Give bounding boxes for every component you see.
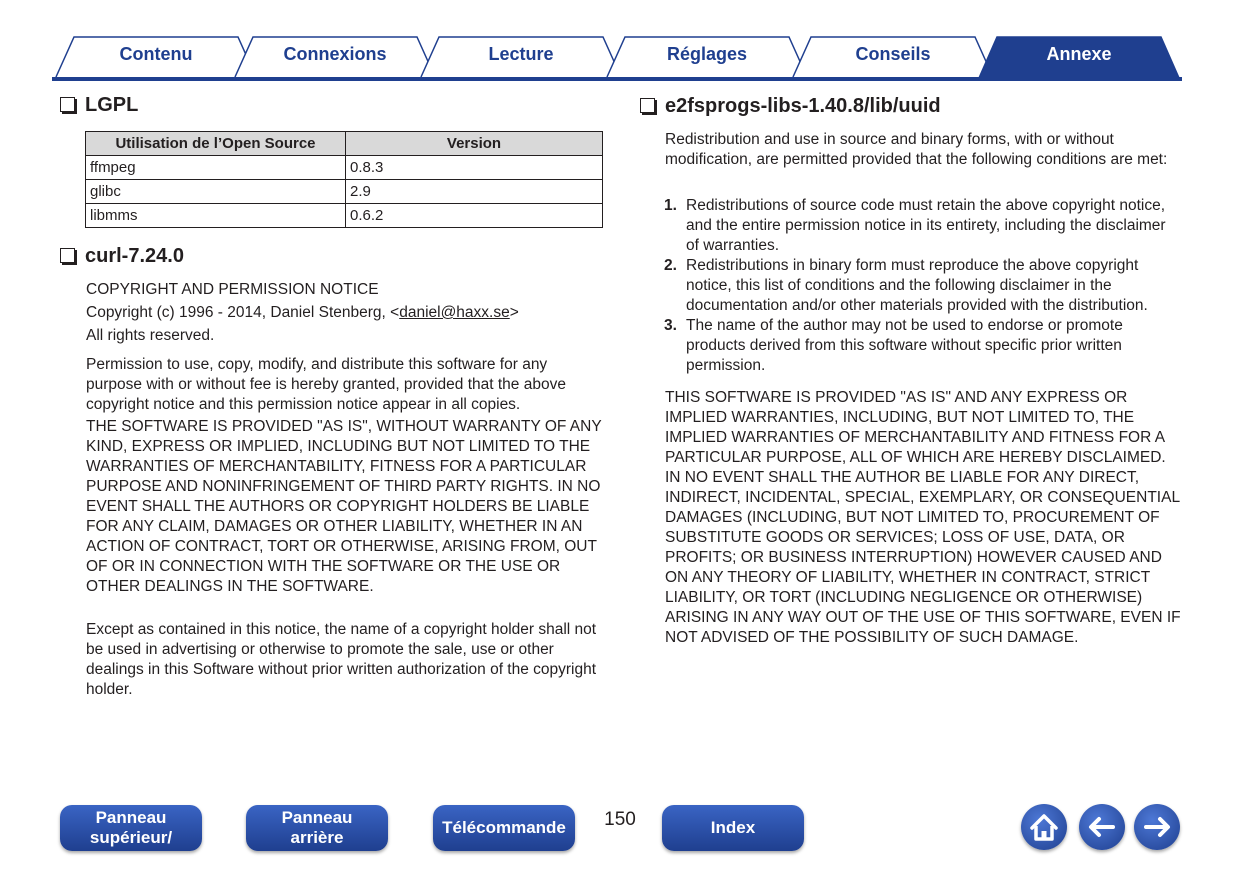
item-text: Redistributions in binary form must reproduce the above copyright notice, this list of conditions and the following disclaimer in the documentation and/or other materials provided with the distribution. [686, 257, 1148, 314]
table-row [86, 180, 603, 204]
tab-label: Lecture [488, 44, 554, 64]
item-number: 3. [664, 317, 677, 334]
section-heading-e2fsprogs [640, 95, 941, 118]
tab-label: Annexe [1046, 44, 1112, 64]
heading-text: curl-7.24.0 [85, 245, 184, 267]
table-cell: 0.6.2 [346, 204, 603, 228]
conditions-list [664, 196, 1180, 376]
software-disclaimer: THIS SOFTWARE IS PROVIDED "AS IS" AND ANY EXPRESS OR IMPLIED WARRANTIES, INCLUDING, BUT NOT LIMITED TO, THE IMPLIED WARRANTIES OF MERCHANTABILITY AND FITNESS FOR A PARTICULAR PURPOSE, ALL OF WHICH ARE HEREBY DISCLAIMED. IN NO EVENT SHALL THE AUTHOR BE LIABLE FOR ANY DIRECT, INDIRECT, INCIDENTAL, SPECIAL, EXEMPLARY, OR CONSEQUENTIAL DAMAGES (INCLUDING, BUT NOT LIMITED TO, PROCUREMENT OF SUBSTITUTE GOODS OR SERVICES; LOSS OF USE, DATA, OR PROFITS; OR BUSINESS INTERRUPTION) HOWEVER CAUSED AND ON ANY THEORY OF LIABILITY, WHETHER IN CONTRACT, STRICT LIABILITY, OR TORT (INCLUDING NEGLIGENCE OR OTHERWISE) ARISING IN ANY WAY OUT OF THE USE OF THIS SOFTWARE, EVEN IF NOT ADVISED OF THE POSSIBILITY OF SUCH DAMAGE. [665, 389, 1181, 646]
notice-title: COPYRIGHT AND PERMISSION NOTICE [86, 281, 379, 298]
rights-line: All rights reserved. [86, 327, 215, 344]
forward-arrow-icon [1134, 804, 1180, 850]
heading-text: e2fsprogs-libs-1.40.8/lib/uuid [665, 95, 941, 117]
button-label [282, 808, 353, 848]
front-panel-button[interactable] [60, 805, 202, 851]
item-text: Redistributions of source code must retain the above copyright notice, and the entire permission notice in its entirety, including the disclaimer of warranties. [686, 197, 1166, 254]
email-link[interactable]: daniel@haxx.se [399, 304, 510, 321]
table-cell: libmms [86, 204, 346, 228]
home-button[interactable] [1021, 804, 1067, 850]
section-heading-lgpl [60, 94, 138, 117]
list-item [664, 256, 1180, 316]
label-line: Panneau [281, 808, 353, 827]
tab-label: Réglages [666, 44, 748, 64]
permission-paragraph: Permission to use, copy, modify, and distribute this software for any purpose with or without fee is hereby granted, provided that the above copyright notice and this permission notice appear in all copies. [86, 356, 566, 413]
copyright-suffix: > [509, 304, 519, 321]
rear-panel-button[interactable] [246, 805, 388, 851]
except-paragraph: Except as contained in this notice, the name of a copyright holder shall not be used in advertising or otherwise to promote the sale, use or other dealings in this Software without prior written authorization of the copyright holder. [86, 621, 597, 698]
tab-reglages[interactable] [603, 34, 811, 78]
home-icon [1021, 804, 1067, 850]
copyright-prefix: Copyright (c) 1996 - 2014, Daniel Stenberg, < [86, 304, 400, 321]
checkbox-bullet-icon [60, 97, 75, 112]
section-heading-curl [60, 245, 184, 268]
tab-label: Contenu [119, 44, 193, 64]
checkbox-bullet-icon [60, 248, 75, 263]
remote-control-button[interactable] [433, 805, 575, 851]
page-number: 150 [604, 809, 636, 830]
forward-button[interactable] [1134, 804, 1180, 850]
redistribution-intro: Redistribution and use in source and binary forms, with or without modification, are permitted provided that the following conditions are met: [665, 131, 1168, 168]
back-arrow-icon [1079, 804, 1125, 850]
list-item [664, 196, 1180, 256]
column-header: Utilisation de l’Open Source [86, 132, 346, 156]
label-line: supérieur/ [89, 828, 173, 847]
table-row [86, 204, 603, 228]
table-row [86, 156, 603, 180]
tab-annexe[interactable] [975, 34, 1183, 78]
heading-text: LGPL [85, 94, 139, 116]
tab-label: Connexions [283, 44, 387, 64]
item-text: The name of the author may not be used to endorse or promote products derived from this software without specific prior written permission. [686, 317, 1123, 374]
list-item [664, 316, 1180, 376]
open-source-table [85, 131, 603, 228]
column-header: Version [346, 132, 603, 156]
index-button[interactable] [662, 805, 804, 851]
tab-label: Conseils [855, 44, 931, 64]
table-cell: ffmpeg [86, 156, 346, 180]
button-label: Télécommande [442, 818, 566, 837]
copyright-line [86, 303, 606, 323]
tab-lecture[interactable] [417, 34, 625, 78]
tab-conseils[interactable] [789, 34, 997, 78]
tab-underline [52, 77, 1182, 81]
table-cell: glibc [86, 180, 346, 204]
checkbox-bullet-icon [640, 98, 655, 113]
label-line: Panneau [95, 808, 167, 827]
back-button[interactable] [1079, 804, 1125, 850]
button-label: Index [710, 818, 756, 837]
table-cell: 2.9 [346, 180, 603, 204]
tab-contenu[interactable] [52, 34, 260, 78]
item-number: 2. [664, 257, 677, 274]
warranty-disclaimer: THE SOFTWARE IS PROVIDED "AS IS", WITHOUT WARRANTY OF ANY KIND, EXPRESS OR IMPLIED, INCLUDING BUT NOT LIMITED TO THE WARRANTIES OF MERCHANTABILITY, FITNESS FOR A PARTICULAR PURPOSE AND NONINFRINGEMENT OF THIRD PARTY RIGHTS. IN NO EVENT SHALL THE AUTHORS OR COPYRIGHT HOLDERS BE LIABLE FOR ANY CLAIM, DAMAGES OR OTHER LIABILITY, WHETHER IN AN ACTION OF CONTRACT, TORT OR OTHERWISE, ARISING FROM, OUT OF OR IN CONNECTION WITH THE SOFTWARE OR THE USE OR OTHER DEALINGS IN THE SOFTWARE. [86, 418, 602, 595]
tab-connexions[interactable] [231, 34, 439, 78]
button-label [90, 808, 172, 848]
item-number: 1. [664, 197, 677, 214]
label-line: arrière [290, 828, 344, 847]
table-cell: 0.8.3 [346, 156, 603, 180]
table-header-row [86, 132, 603, 156]
